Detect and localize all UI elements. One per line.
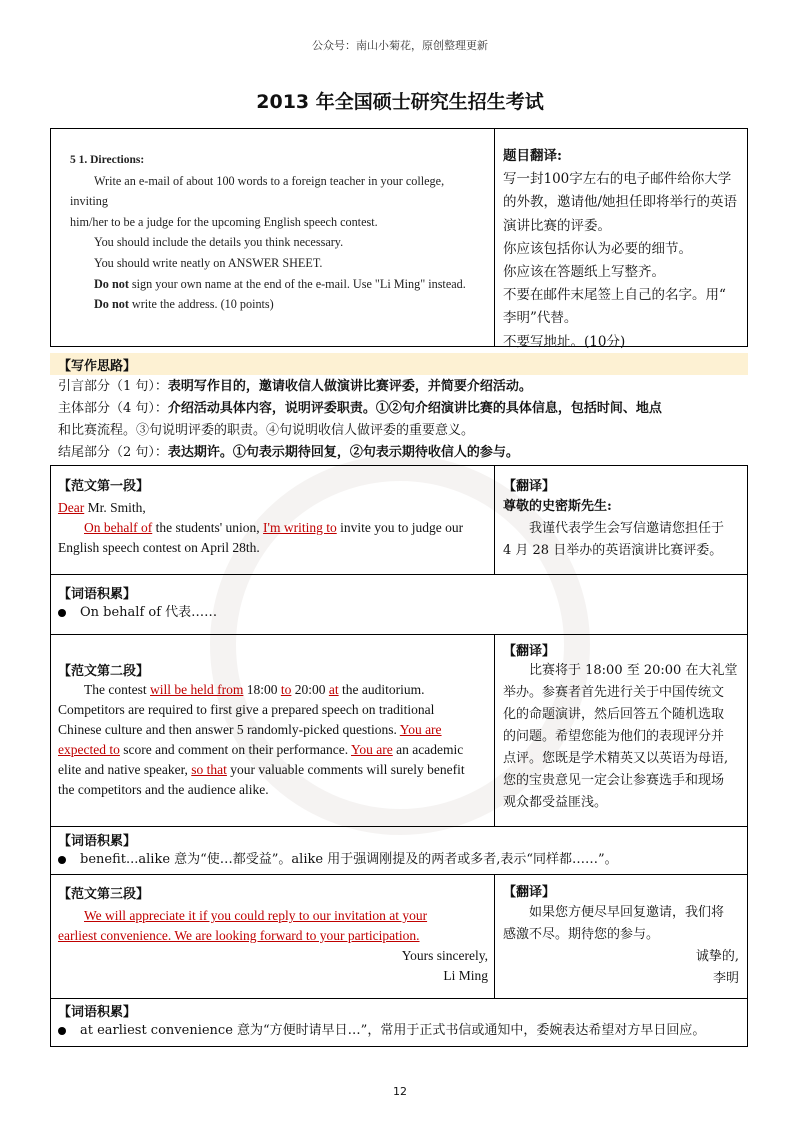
para3-vocab: at earliest convenience 意为“方便时请早日…”，常用于正式书信或通知中，委婉表达希望对方早日回应。 bbox=[58, 1020, 705, 1042]
translation-title: 题目翻译: bbox=[503, 148, 562, 164]
para2-vocab-title: 【词语积累】 bbox=[58, 834, 137, 849]
directions-line: You should write neatly on ANSWER SHEET. bbox=[94, 255, 323, 270]
directions-line: him/her to be a judge for the upcoming English speech contest. bbox=[70, 214, 378, 229]
ideas-intro: 引言部分（1 句）：表明写作目的，邀请收信人做演讲比赛评委，并简要介绍活动。 bbox=[58, 379, 532, 394]
para3-text: We will appreciate it if you could reply to our invitation at your earliest convenience. We are looking forward to your participation. Yours sincerely, Li Ming bbox=[58, 908, 488, 983]
para3-vocab-title: 【词语积累】 bbox=[58, 1005, 137, 1020]
directions-line: Do not write the address. (10 points) bbox=[94, 297, 274, 312]
para1-translation: 尊敬的史密斯先生: 我谨代表学生会写信邀请您担任于 4 月 28 日举办的英语演讲比赛评委。 bbox=[503, 499, 725, 558]
para3-translation: 如果您方便尽早回复邀请，我们将 感激不尽。期待您的参与。 诚挚的, 李明 bbox=[503, 905, 739, 986]
ideas-header: 【写作思路】 bbox=[50, 353, 748, 375]
directions-line: Write an e-mail of about 100 words to a foreign teacher in your college, inviting bbox=[70, 173, 445, 209]
translation-line: 李明”代替。 bbox=[503, 310, 578, 327]
para1-text: Dear Mr. Smith, On behalf of the students' union, I'm writing to invite you to judge our English speech contest on April 28th. bbox=[58, 500, 464, 555]
ideas-end: 结尾部分（2 句）：表达期许。①句表示期待回复，②句表示期待收信人的参与。 bbox=[58, 445, 519, 460]
translation-line: 你应该包括你认为必要的细节。 bbox=[503, 240, 692, 257]
directions-translation bbox=[503, 145, 743, 354]
directions-line: You should include the details you think necessary. bbox=[94, 235, 344, 250]
para1-trans-title: 【翻译】 bbox=[503, 479, 556, 494]
directions-line: Do not sign your own name at the end of the e-mail. Use "Li Ming" instead. bbox=[94, 276, 466, 291]
para3-trans-title: 【翻译】 bbox=[503, 885, 556, 900]
para1-title: 【范文第一段】 bbox=[58, 479, 150, 494]
translation-line: 你应该在答题纸上写整齐。 bbox=[503, 264, 665, 281]
para2-vocab: benefit...alike 意为“使…都受益”。alike 用于强调刚提及的两者或多者,表示“同样都……”。 bbox=[58, 849, 618, 871]
para2-text: The contest will be held from 18:00 to 20:00 at the auditorium. Competitors are required to first give a prepared speech on traditional Chinese culture and then answer 5 randomly-picked questions. You are expected to score and comment on their performance. You are an academic elite and native speaker, so that your valuable comments will surely benefit the competitors and the audience alike. bbox=[58, 682, 465, 797]
ideas-body-cont: 和比赛流程。③句说明评委的职责。④句说明收信人做评委的重要意义。 bbox=[58, 423, 475, 438]
para2-title: 【范文第二段】 bbox=[58, 664, 150, 679]
directions-text bbox=[70, 150, 475, 315]
directions-heading: 5 1. Directions: bbox=[70, 154, 145, 166]
translation-line: 的外教，邀请他/她担任即将举行的英语 bbox=[503, 194, 738, 211]
para1-vocab: On behalf of 代表…… bbox=[58, 602, 217, 624]
para2-trans-title: 【翻译】 bbox=[503, 644, 556, 659]
page-header: 公众号：南山小菊花，原创整理更新 bbox=[312, 39, 488, 52]
ideas-body: 主体部分（4 句）：介绍活动具体内容，说明评委职责。①②句介绍演讲比赛的具体信息，包括时间、地点 bbox=[58, 401, 662, 416]
page-number: 12 bbox=[393, 1085, 407, 1098]
para2-translation: 比赛将于 18:00 至 20:00 在大礼堂 举办。参赛者首先进行关于中国传统文 化的命题演讲，然后回答五个随机选取 的问题。希望您能为他们的表现评分并 点评。您既是学术精英又以英语为母语, 您的宝贵意见一定会让参赛选手和现场 观众都受益匪浅。 bbox=[503, 663, 738, 810]
translation-line: 演讲比赛的评委。 bbox=[503, 217, 611, 234]
para1-vocab-title: 【词语积累】 bbox=[58, 587, 137, 602]
translation-line: 不要写地址。(10分) bbox=[503, 333, 626, 350]
page-title: 2013 年全国硕士研究生招生考试 bbox=[256, 91, 544, 113]
para3-title: 【范文第三段】 bbox=[58, 887, 150, 902]
translation-line: 不要在邮件末尾签上自己的名字。用“ bbox=[503, 287, 726, 304]
translation-line: 写一封100字左右的电子邮件给你大学 bbox=[503, 171, 732, 188]
